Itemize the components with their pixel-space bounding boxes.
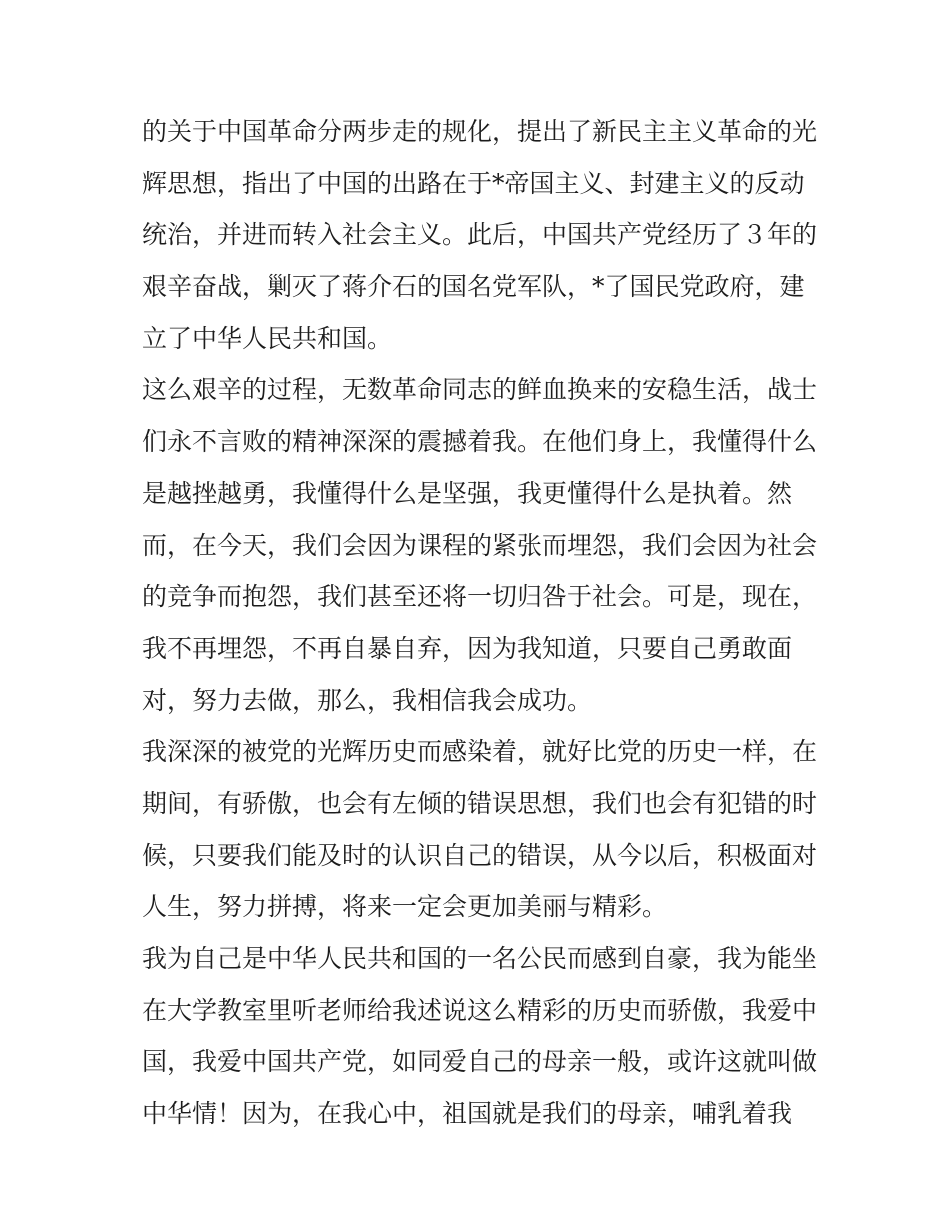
text-line: 的关于中国革命分两步走的规化，提出了新民主主义革命的光: [142, 117, 818, 146]
text-line: 中华情！因为，在我心中，祖国就是我们的母亲，哺乳着我: [142, 1099, 793, 1129]
text-line: 艰辛奋战，剿灭了蒋介石的国名党军队，*了国民党政府，建: [142, 272, 805, 302]
text-line: 国，我爱中国共产党，如同爱自己的母亲一般，或许这就叫做: [142, 1047, 818, 1077]
text-line: 辉思想，指出了中国的出路在于*帝国主义、封建主义的反动: [142, 168, 805, 198]
text-line: 我为自己是中华人民共和国的一名公民而感到自豪，我为能坐: [142, 944, 818, 973]
text-line: 是越挫越勇，我懂得什么是坚强，我更懂得什么是执着。然: [142, 478, 793, 508]
body-text: [142, 106, 822, 1140]
text-line: 对，努力去做，那么，我相信我会成功。: [142, 685, 593, 715]
text-line: 立了中华人民共和国。: [142, 323, 393, 353]
text-line: 人生，努力拼搏，将来一定会更加美丽与精彩。: [142, 892, 668, 922]
text-line: 我深深的被党的光辉历史而感染着，就好比党的历史一样，在: [142, 737, 818, 767]
text-line: 这么艰辛的过程，无数革命同志的鲜血换来的安稳生活，战士: [142, 375, 818, 405]
text-line: 统治，并进而转入社会主义。此后，中国共产党经历了３年的: [142, 220, 818, 250]
text-line: 而，在今天，我们会因为课程的紧张而埋怨，我们会因为社会: [142, 530, 818, 560]
text-line: 期间，有骄傲，也会有左倾的错误思想，我们也会有犯错的时: [142, 788, 818, 818]
text-line: 们永不言败的精神深深的震撼着我。在他们身上，我懂得什么: [142, 427, 818, 457]
text-line: 我不再埋怨，不再自暴自弃，因为我知道，只要自己勇敢面: [142, 633, 793, 663]
text-line: 的竞争而抱怨，我们甚至还将一切归咎于社会。可是，现在，: [142, 582, 818, 612]
text-line: 在大学教室里听老师给我述说这么精彩的历史而骄傲，我爱中: [142, 995, 818, 1025]
text-line: 候，只要我们能及时的认识自己的错误，从今以后，积极面对: [142, 840, 818, 870]
